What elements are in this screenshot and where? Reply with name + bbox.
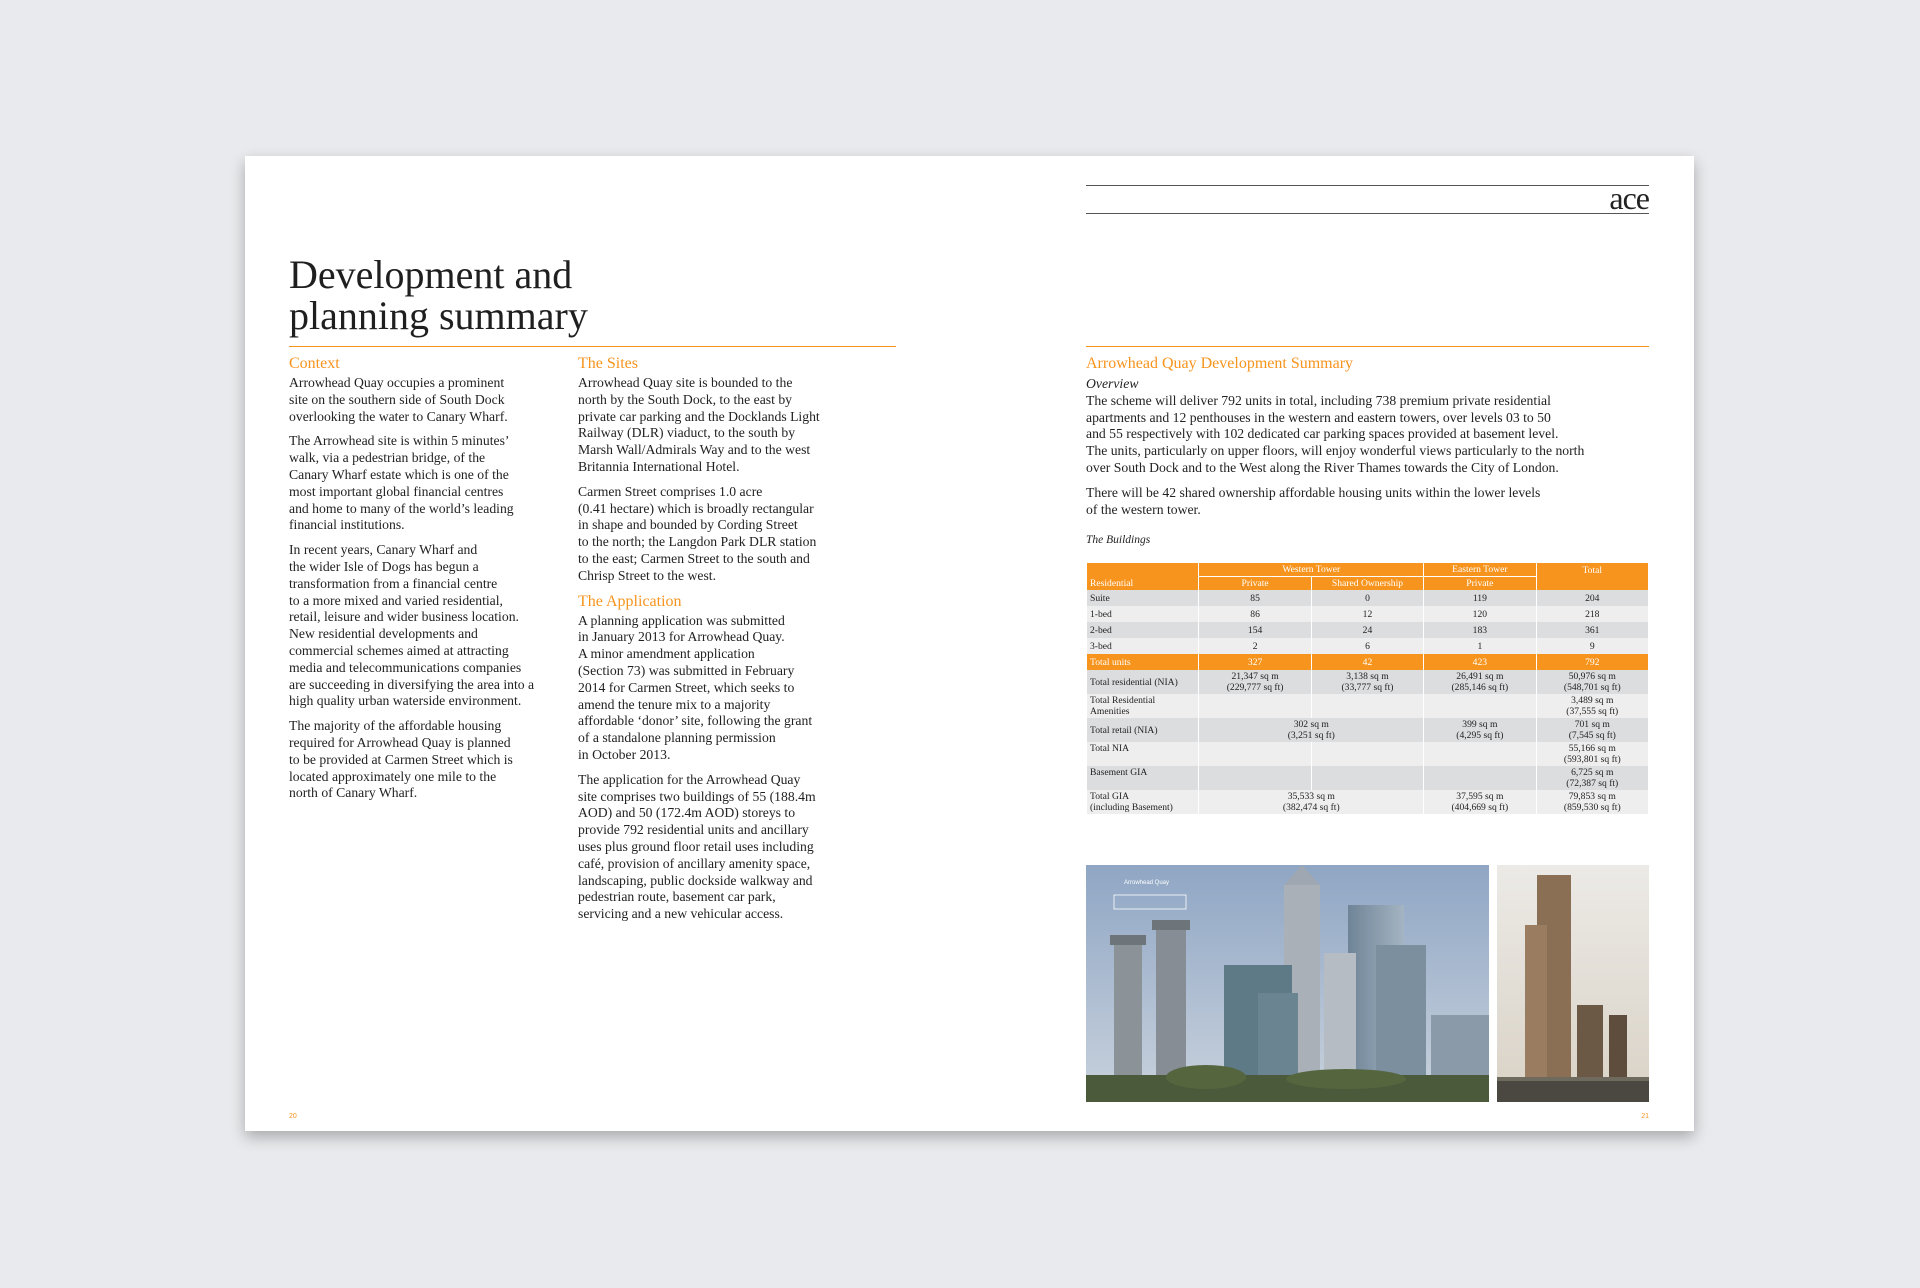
total-units-row [1087,654,1648,670]
cell [1312,694,1423,718]
arrowhead-quay-label: Arrowhead Quay [1124,880,1170,886]
row-label: Total residential (NIA) [1087,670,1198,694]
summary-table [1086,563,1649,814]
shared-ownership-header: Shared Ownership [1312,577,1423,590]
table-row [1087,694,1648,718]
table-row [1087,790,1648,814]
cell: 204 [1537,590,1648,606]
cell: 3,138 sq m (33,777 sq ft) [1312,670,1423,694]
western-tower-header: Western Tower [1199,563,1423,577]
cell: 302 sq m (3,251 sq ft) [1199,718,1423,742]
cell: 9 [1537,638,1648,654]
row-label: Suite [1087,590,1198,606]
cell [1199,766,1310,790]
cell: 55,166 sq m (593,801 sq ft) [1537,742,1648,766]
table-row [1087,766,1648,790]
row-label: Total GIA (including Basement) [1087,790,1198,814]
cell [1424,742,1535,766]
skyline-photo [1086,865,1489,1102]
residential-header: Residential [1087,577,1198,590]
cell: 701 sq m (7,545 sq ft) [1537,718,1648,742]
cell: 119 [1424,590,1535,606]
cell [1312,766,1423,790]
table-row [1087,742,1648,766]
cell: 423 [1424,654,1535,670]
context-paragraph: The majority of the affordable housing required for Arrowhead Quay is planned to be provided at Carmen Street which is located approximately one mile to the north of Canary Wharf. [289,718,513,801]
context-paragraph: The Arrowhead site is within 5 minutes’ walk, via a pedestrian bridge, of the Canary Wharf estate which is one of the most important global financial centres and home to many of the world’s leading financial institutions. [289,433,514,533]
overview-label: Overview [1086,376,1139,391]
summary-rule [1086,346,1649,347]
cell: 12 [1312,606,1423,622]
tower-illustration [1497,865,1649,1102]
summary-title: Arrowhead Quay Development Summary [1086,355,1354,372]
table-row [1087,638,1648,654]
total-header: Total [1537,563,1648,577]
cell: 327 [1199,654,1310,670]
cell: 2 [1199,638,1310,654]
sites-paragraph: Carmen Street comprises 1.0 acre (0.41 hectare) which is broadly rectangular in shape and bounded by Cording Street to the north; the Langdon Park DLR station to the east; Carmen Street to the south and Chrisp Street to the west. [578,483,817,583]
row-label: 3-bed [1087,638,1198,654]
cell: 154 [1199,622,1310,638]
context-column [289,355,569,810]
table-row [1087,718,1648,742]
row-label: Basement GIA [1087,766,1198,790]
row-label: Total retail (NIA) [1087,718,1198,742]
cell: 6,725 sq m (72,387 sq ft) [1537,766,1648,790]
cell: 21,347 sq m (229,777 sq ft) [1199,670,1310,694]
context-heading: Context [289,355,340,372]
cell [1312,742,1423,766]
overview-block [1086,376,1649,526]
row-label: 1-bed [1087,606,1198,622]
header-rules [1086,180,1649,216]
cell: 35,533 sq m (382,474 sq ft) [1199,790,1423,814]
cell: 37,595 sq m (404,669 sq ft) [1424,790,1535,814]
cell: 6 [1312,638,1423,654]
cell: 79,853 sq m (859,530 sq ft) [1537,790,1648,814]
private-header: Private [1199,577,1310,590]
skyline-illustration [1086,865,1489,1102]
cell: 26,491 sq m (285,146 sq ft) [1424,670,1535,694]
cell: 399 sq m (4,295 sq ft) [1424,718,1535,742]
left-page [245,156,969,1131]
cell [1424,694,1535,718]
cell: 86 [1199,606,1310,622]
cell: 0 [1312,590,1423,606]
page-title: Development and planning summary [289,252,588,338]
table-row [1087,670,1648,694]
cell: 361 [1537,622,1648,638]
row-label: Total units [1087,654,1198,670]
cell: 85 [1199,590,1310,606]
table-row [1087,622,1648,638]
page-number-left: 20 [289,1113,297,1120]
tower-photo [1497,865,1649,1102]
total-subheader [1537,577,1648,590]
eastern-tower-header: Eastern Tower [1424,563,1535,577]
overview-paragraph: The scheme will deliver 792 units in total, including 738 premium private residential apartments and 12 penthouses in the western and eastern towers, over levels 03 to 50 and 55 respectively with 102 dedicated car parking spaces provided at basement level. The units, particularly on upper floors, will enjoy wonderful views particularly to the north over South Dock and to the West along the River Thames towards the City of London. [1086,392,1585,475]
cell [1424,766,1535,790]
eastern-private-header: Private [1424,577,1535,590]
cell: 42 [1312,654,1423,670]
overview-paragraph: There will be 42 shared ownership affordable housing units within the lower levels of the western tower. [1086,484,1541,517]
cell [1199,694,1310,718]
table-header-empty [1087,563,1198,577]
table-row [1087,590,1648,606]
context-paragraph: In recent years, Canary Wharf and the wider Isle of Dogs has begun a transformation from a financial centre to a more mixed and varied residential, retail, leisure and wider business location. New residential developments and commercial schemes aimed at attracting media and telecommunications companies are succeeding in diversifying the area into a high quality urban waterside environment. [289,542,535,709]
sites-paragraph: Arrowhead Quay site is bounded to the north by the South Dock, to the east by private car parking and the Docklands Light Railway (DLR) viaduct, to the south by Marsh Wall/Admirals Way and to the west Britannia International Hotel. [578,375,820,474]
application-paragraph: The application for the Arrowhead Quay site comprises two buildings of 55 (188.4m AOD) and 50 (172.4m AOD) storeys to provide 792 residential units and ancillary uses plus ground floor retail uses including café, provision of ancillary amenity space, landscaping, public dockside walkway and pedestrian route, basement car park, servicing and a new vehicular access. [578,771,816,922]
ace-logo: ace [1609,180,1649,216]
row-label: Total NIA [1087,742,1198,766]
cell [1199,742,1310,766]
cell: 218 [1537,606,1648,622]
row-label: 2-bed [1087,622,1198,638]
cell: 3,489 sq m (37,555 sq ft) [1537,694,1648,718]
context-paragraph: Arrowhead Quay occupies a prominent site on the southern side of South Dock overlooking the water to Canary Wharf. [289,375,508,424]
table-row [1087,606,1648,622]
title-rule [289,346,896,347]
application-paragraph: A planning application was submitted in January 2013 for Arrowhead Quay. A minor amendment application (Section 73) was submitted in February 2014 for Carmen Street, which seeks to amend the tenure mix to a majority affordable ‘donor’ site, following the grant of a standalone planning permission in October 2013. [578,612,813,762]
sites-heading: The Sites [578,355,638,372]
sites-column [578,355,868,931]
cell: 24 [1312,622,1423,638]
application-heading: The Application [578,592,682,610]
cell: 50,976 sq m (548,701 sq ft) [1537,670,1648,694]
row-label: Total Residential Amenities [1087,694,1198,718]
cell: 120 [1424,606,1535,622]
cell: 792 [1537,654,1648,670]
cell: 183 [1424,622,1535,638]
brochure-spread [245,156,1694,1131]
buildings-label: The Buildings [1086,534,1151,546]
right-page [969,156,1694,1131]
page-number-right: 21 [1641,1113,1649,1120]
cell: 1 [1424,638,1535,654]
